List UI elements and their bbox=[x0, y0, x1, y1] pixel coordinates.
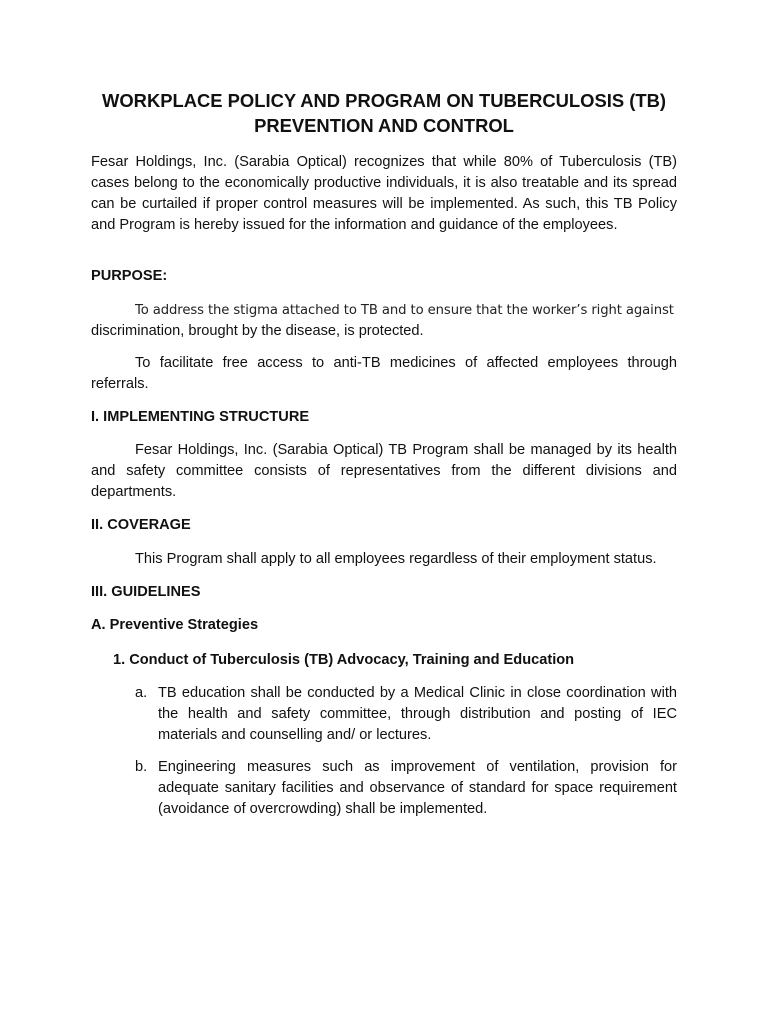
purpose-heading: PURPOSE: bbox=[91, 268, 168, 284]
advocacy-item-heading: 1. Conduct of Tuberculosis (TB) Advocacy, Training and Education bbox=[113, 652, 575, 668]
purpose-paragraph-1-line2: discrimination, brought by the disease, is protected. bbox=[91, 323, 424, 339]
list-item-b bbox=[135, 757, 677, 820]
preventive-strategies-heading: A. Preventive Strategies bbox=[91, 617, 259, 633]
list-item-b-letter: b. bbox=[135, 759, 148, 775]
list-item-a-letter: a. bbox=[135, 685, 148, 701]
implementing-structure-heading: I. IMPLEMENTING STRUCTURE bbox=[91, 409, 310, 425]
list-item-b-text: Engineering measures such as improvement of ventilation, provision for adequate sanitary facilities and observance of standard for space requirement (avoidance of overcrowding) shall be implemented. bbox=[158, 759, 677, 817]
implementing-structure-paragraph: Fesar Holdings, Inc. (Sarabia Optical) TB Program shall be managed by its health and safety committee consists of representatives from the different divisions and departments. bbox=[91, 442, 677, 500]
purpose-paragraph-1-line1: To address the stigma attached to TB and to ensure that the worker’s right against bbox=[135, 303, 674, 318]
document-title-line2: PREVENTION AND CONTROL bbox=[254, 115, 514, 136]
list-item-a bbox=[135, 683, 677, 746]
intro-paragraph: Fesar Holdings, Inc. (Sarabia Optical) recognizes that while 80% of Tuberculosis (TB) cases belong to the economically productive individuals, it is also treatable and its spread can be curtailed if proper control measures will be implemented. As such, this TB Policy and Program is hereby issued for the information and guidance of the employees. bbox=[91, 154, 677, 233]
guidelines-heading: III. GUIDELINES bbox=[91, 584, 201, 600]
coverage-heading: II. COVERAGE bbox=[91, 517, 191, 533]
document-title-line1: WORKPLACE POLICY AND PROGRAM ON TUBERCULOSIS (TB) bbox=[102, 90, 666, 111]
coverage-paragraph: This Program shall apply to all employees regardless of their employment status. bbox=[135, 551, 657, 567]
list-item-a-text: TB education shall be conducted by a Medical Clinic in close coordination with the health and safety committee, through distribution and posting of IEC materials and counselling and/ or lectures. bbox=[158, 685, 677, 743]
purpose-paragraph-1 bbox=[91, 300, 677, 342]
purpose-paragraph-2: To facilitate free access to anti-TB medicines of affected employees through referrals. bbox=[91, 355, 677, 392]
